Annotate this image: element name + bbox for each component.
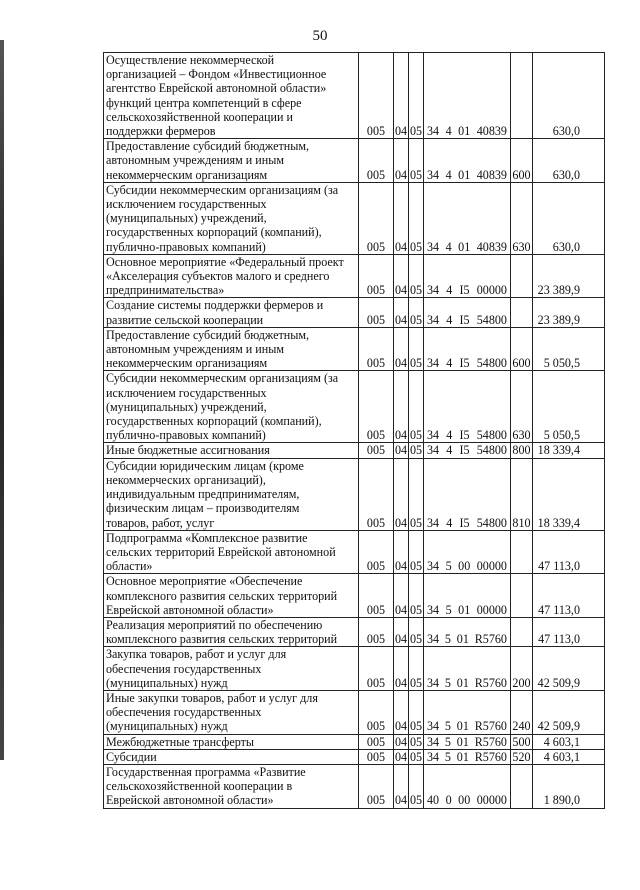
program-code bbox=[424, 182, 511, 254]
expense-type-code: 200 bbox=[511, 647, 533, 691]
table-row bbox=[104, 254, 605, 298]
program-code-parts bbox=[425, 313, 509, 327]
description-line: (муниципальных) учреждений, bbox=[106, 211, 267, 226]
program-code-parts bbox=[425, 603, 509, 617]
row-description bbox=[104, 749, 359, 764]
program-code-part: 40 bbox=[427, 793, 440, 808]
program-code-part: 34 bbox=[427, 239, 440, 254]
amount: 1 890,0 bbox=[533, 764, 605, 808]
row-description bbox=[104, 574, 359, 618]
program-code-part: 01 bbox=[458, 124, 471, 139]
row-description bbox=[104, 734, 359, 749]
program-code-parts bbox=[425, 750, 509, 764]
program-code bbox=[424, 458, 511, 530]
table-row bbox=[104, 327, 605, 371]
expense-type-code: 630 bbox=[511, 371, 533, 443]
amount: 42 509,9 bbox=[533, 647, 605, 691]
ministry-code: 005 bbox=[359, 690, 394, 734]
amount: 23 389,9 bbox=[533, 254, 605, 298]
program-code-part: 34 bbox=[427, 124, 440, 139]
section-code: 04 bbox=[394, 182, 409, 254]
description-line: Иные закупки товаров, работ и услуг для bbox=[106, 690, 318, 705]
description-line: агентство Еврейской автономной области» bbox=[106, 81, 327, 96]
program-code bbox=[424, 734, 511, 749]
subsection-code: 05 bbox=[409, 458, 424, 530]
expense-type-code bbox=[511, 53, 533, 139]
description-line: «Акселерация субъектов малого и среднего bbox=[106, 269, 330, 284]
ministry-code: 005 bbox=[359, 749, 394, 764]
program-code-part: I5 bbox=[459, 312, 470, 327]
program-code bbox=[424, 298, 511, 327]
table-row bbox=[104, 139, 605, 183]
program-code-parts bbox=[425, 719, 509, 733]
program-code-part: 34 bbox=[427, 356, 440, 371]
description-line: сельскохозяйственной кооперации в bbox=[106, 779, 293, 794]
row-description bbox=[104, 53, 359, 139]
description-line: Предоставление субсидий бюджетным, bbox=[106, 139, 310, 154]
subsection-code: 05 bbox=[409, 298, 424, 327]
expense-type-code: 240 bbox=[511, 690, 533, 734]
subsection-code: 05 bbox=[409, 574, 424, 618]
description-line: развитие сельской кооперации bbox=[106, 312, 264, 327]
program-code bbox=[424, 690, 511, 734]
table-row bbox=[104, 617, 605, 646]
section-code: 04 bbox=[394, 530, 409, 574]
description-line: (муниципальных) нужд bbox=[106, 719, 228, 734]
program-code-part: 5 bbox=[444, 675, 451, 690]
program-code-parts bbox=[425, 676, 509, 690]
row-description bbox=[104, 647, 359, 691]
program-code-parts bbox=[425, 356, 509, 370]
subsection-code: 05 bbox=[409, 617, 424, 646]
ministry-code: 005 bbox=[359, 530, 394, 574]
program-code-part: 5 bbox=[445, 602, 452, 617]
program-code bbox=[424, 617, 511, 646]
program-code-part: 54800 bbox=[476, 312, 507, 327]
description-line: Иные бюджетные ассигнования bbox=[106, 443, 270, 458]
program-code-part: 54800 bbox=[476, 443, 507, 458]
program-code-part: 01 bbox=[458, 602, 471, 617]
program-code-part: R5760 bbox=[474, 749, 507, 764]
description-line: Субсидии некоммерческим организациям (за bbox=[106, 182, 339, 197]
program-code-part: 01 bbox=[456, 719, 469, 734]
description-line: некоммерческим организациям bbox=[106, 356, 268, 371]
subsection-code: 05 bbox=[409, 764, 424, 808]
program-code-parts bbox=[425, 283, 509, 297]
program-code-part: 01 bbox=[458, 167, 471, 182]
program-code-parts bbox=[425, 735, 509, 749]
program-code-part: 01 bbox=[456, 632, 469, 647]
row-description bbox=[104, 371, 359, 443]
program-code-part: 01 bbox=[458, 239, 471, 254]
program-code-part: 34 bbox=[427, 675, 440, 690]
amount: 630,0 bbox=[533, 139, 605, 183]
description-line: области» bbox=[106, 559, 153, 574]
table-row bbox=[104, 53, 605, 139]
description-line: Основное мероприятие «Обеспечение bbox=[106, 574, 303, 589]
row-description bbox=[104, 458, 359, 530]
section-code: 04 bbox=[394, 764, 409, 808]
description-line: публично-правовых компаний) bbox=[106, 428, 266, 443]
amount: 630,0 bbox=[533, 53, 605, 139]
program-code-parts bbox=[425, 793, 509, 807]
program-code-part: R5760 bbox=[474, 734, 507, 749]
program-code-parts bbox=[425, 124, 509, 138]
program-code-part: I5 bbox=[459, 443, 470, 458]
description-line: комплексного развития сельских территорий bbox=[106, 588, 338, 603]
program-code-part: 00 bbox=[458, 793, 471, 808]
ministry-code: 005 bbox=[359, 53, 394, 139]
program-code-part: 34 bbox=[427, 312, 440, 327]
program-code bbox=[424, 327, 511, 371]
table-row bbox=[104, 574, 605, 618]
description-line: Субсидии юридическим лицам (кроме bbox=[106, 458, 304, 473]
scan-edge-shadow bbox=[0, 40, 4, 760]
program-code-part: R5760 bbox=[474, 719, 507, 734]
program-code-part: 40839 bbox=[476, 167, 507, 182]
program-code-part: 34 bbox=[427, 443, 440, 458]
program-code-part: 5 bbox=[445, 559, 452, 574]
ministry-code: 005 bbox=[359, 764, 394, 808]
description-line: автономным учреждениям и иным bbox=[106, 153, 284, 168]
amount: 4 603,1 bbox=[533, 734, 605, 749]
subsection-code: 05 bbox=[409, 139, 424, 183]
description-line: публично-правовых компаний) bbox=[106, 239, 266, 254]
page-number: 50 bbox=[312, 28, 328, 44]
subsection-code: 05 bbox=[409, 530, 424, 574]
program-code-part: 01 bbox=[456, 675, 469, 690]
program-code-part: I5 bbox=[459, 515, 470, 530]
program-code-part: 4 bbox=[445, 239, 452, 254]
table-row bbox=[104, 734, 605, 749]
row-description bbox=[104, 298, 359, 327]
description-line: Закупка товаров, работ и услуг для bbox=[106, 647, 287, 662]
program-code-part: 54800 bbox=[476, 428, 507, 443]
row-description bbox=[104, 530, 359, 574]
program-code-part: 00 bbox=[458, 559, 471, 574]
program-code bbox=[424, 254, 511, 298]
program-code-part: 34 bbox=[427, 515, 440, 530]
description-line: физическим лицам – производителям bbox=[106, 501, 300, 516]
program-code-part: R5760 bbox=[474, 675, 507, 690]
description-line: обеспечения государственных bbox=[106, 705, 262, 720]
subsection-code: 05 bbox=[409, 254, 424, 298]
description-line: Субсидии некоммерческим организациям (за bbox=[106, 371, 339, 386]
ministry-code: 005 bbox=[359, 443, 394, 458]
program-code-parts bbox=[425, 428, 509, 442]
program-code bbox=[424, 764, 511, 808]
section-code: 04 bbox=[394, 647, 409, 691]
ministry-code: 005 bbox=[359, 458, 394, 530]
table-row bbox=[104, 749, 605, 764]
program-code bbox=[424, 647, 511, 691]
expense-type-code bbox=[511, 254, 533, 298]
description-line: некоммерческим организациям bbox=[106, 167, 268, 182]
description-line: обеспечения государственных bbox=[106, 661, 262, 676]
program-code bbox=[424, 371, 511, 443]
description-line: Еврейской автономной области» bbox=[106, 793, 274, 808]
section-code: 04 bbox=[395, 443, 408, 458]
program-code-part: 34 bbox=[427, 632, 440, 647]
program-code-part: 00000 bbox=[476, 793, 507, 808]
program-code-part: I5 bbox=[459, 283, 470, 298]
row-description bbox=[104, 182, 359, 254]
subsection-code: 05 bbox=[409, 371, 424, 443]
program-code-part: 34 bbox=[427, 428, 440, 443]
expense-type-code: 810 bbox=[511, 458, 533, 530]
program-code-part: 34 bbox=[427, 734, 440, 749]
program-code-part: 34 bbox=[427, 559, 440, 574]
description-line: товаров, работ, услуг bbox=[106, 515, 215, 530]
description-line: Реализация мероприятий по обеспечению bbox=[106, 617, 323, 632]
amount: 5 050,5 bbox=[533, 327, 605, 371]
table-row bbox=[104, 764, 605, 808]
row-description bbox=[104, 139, 359, 183]
program-code-parts bbox=[425, 559, 509, 573]
program-code-parts bbox=[425, 632, 509, 646]
section-code: 04 bbox=[394, 327, 409, 371]
row-description bbox=[104, 443, 359, 458]
program-code bbox=[424, 53, 511, 139]
program-code-part: 01 bbox=[456, 734, 469, 749]
expense-type-code bbox=[511, 298, 533, 327]
program-code bbox=[424, 530, 511, 574]
subsection-code: 05 bbox=[410, 749, 423, 764]
description-line: поддержки фермеров bbox=[106, 124, 216, 139]
description-line: сельских территорий Еврейской автономной bbox=[106, 544, 336, 559]
amount: 5 050,5 bbox=[533, 371, 605, 443]
section-code: 04 bbox=[394, 139, 409, 183]
program-code-parts bbox=[425, 168, 509, 182]
program-code-part: 4 bbox=[445, 167, 452, 182]
program-code-part: 54800 bbox=[476, 515, 507, 530]
description-line: Подпрограмма «Комплексное развитие bbox=[106, 530, 308, 545]
program-code-part: 00000 bbox=[476, 559, 507, 574]
expense-type-code: 500 bbox=[512, 734, 531, 749]
description-line: Основное мероприятие «Федеральный проект bbox=[106, 254, 344, 269]
table-row bbox=[104, 298, 605, 327]
section-code: 04 bbox=[394, 458, 409, 530]
description-line: функций центра компетенций в сфере bbox=[106, 95, 302, 110]
amount: 18 339,4 bbox=[533, 458, 605, 530]
subsection-code: 05 bbox=[409, 327, 424, 371]
amount: 47 113,0 bbox=[533, 574, 605, 618]
program-code-part: 00000 bbox=[476, 602, 507, 617]
description-line: комплексного развития сельских территорий bbox=[106, 632, 338, 647]
section-code: 04 bbox=[394, 617, 409, 646]
program-code-part: 4 bbox=[446, 428, 453, 443]
program-code-parts bbox=[425, 240, 509, 254]
amount: 18 339,4 bbox=[533, 443, 605, 458]
section-code: 04 bbox=[394, 574, 409, 618]
description-line: сельскохозяйственной кооперации и bbox=[106, 109, 293, 124]
section-code: 04 bbox=[394, 690, 409, 734]
expense-type-code bbox=[511, 617, 533, 646]
program-code bbox=[424, 574, 511, 618]
table-row bbox=[104, 458, 605, 530]
program-code-part: 34 bbox=[427, 602, 440, 617]
section-code: 04 bbox=[395, 734, 408, 749]
budget-table bbox=[103, 52, 605, 809]
program-code-part: 5 bbox=[444, 719, 451, 734]
table-row bbox=[104, 443, 605, 458]
expense-type-code bbox=[511, 574, 533, 618]
program-code bbox=[424, 749, 511, 764]
row-description bbox=[104, 617, 359, 646]
subsection-code: 05 bbox=[410, 443, 423, 458]
program-code-part: I5 bbox=[459, 428, 470, 443]
row-description bbox=[104, 764, 359, 808]
description-line: государственных корпораций (компаний), bbox=[106, 414, 322, 429]
amount: 47 113,0 bbox=[533, 530, 605, 574]
program-code-part: R5760 bbox=[474, 632, 507, 647]
description-line: Осуществление некоммерческой bbox=[106, 53, 275, 67]
subsection-code: 05 bbox=[409, 690, 424, 734]
amount: 42 509,9 bbox=[533, 690, 605, 734]
section-code: 04 bbox=[394, 298, 409, 327]
table-row bbox=[104, 371, 605, 443]
description-line: некоммерческих организаций), bbox=[106, 472, 266, 487]
description-line: Субсидии bbox=[106, 749, 157, 764]
program-code-part: 34 bbox=[427, 749, 440, 764]
program-code-part: 5 bbox=[444, 734, 451, 749]
ministry-code: 005 bbox=[359, 182, 394, 254]
program-code-part: 4 bbox=[446, 356, 453, 371]
subsection-code: 05 bbox=[409, 647, 424, 691]
amount: 23 389,9 bbox=[533, 298, 605, 327]
amount: 47 113,0 bbox=[533, 617, 605, 646]
program-code-part: 34 bbox=[427, 167, 440, 182]
expense-type-code: 600 bbox=[511, 327, 533, 371]
program-code-part: 54800 bbox=[476, 356, 507, 371]
program-code bbox=[424, 139, 511, 183]
program-code-part: 5 bbox=[444, 632, 451, 647]
section-code: 04 bbox=[394, 254, 409, 298]
description-line: исключением государственных bbox=[106, 385, 267, 400]
ministry-code: 005 bbox=[359, 254, 394, 298]
program-code-part: 40839 bbox=[476, 124, 507, 139]
description-line: автономным учреждениям и иным bbox=[106, 342, 284, 357]
amount: 4 603,1 bbox=[533, 749, 605, 764]
ministry-code: 005 bbox=[359, 574, 394, 618]
description-line: индивидуальным предпринимателям, bbox=[106, 487, 300, 502]
description-line: Государственная программа «Развитие bbox=[106, 764, 306, 779]
description-line: исключением государственных bbox=[106, 197, 267, 212]
amount: 630,0 bbox=[533, 182, 605, 254]
program-code-part: 4 bbox=[446, 443, 453, 458]
subsection-code: 05 bbox=[409, 182, 424, 254]
program-code-part: 4 bbox=[446, 515, 453, 530]
expense-type-code bbox=[511, 764, 533, 808]
ministry-code: 005 bbox=[359, 327, 394, 371]
program-code-part: 00000 bbox=[476, 283, 507, 298]
section-code: 04 bbox=[394, 371, 409, 443]
description-line: организацией – Фондом «Инвестиционное bbox=[106, 67, 327, 82]
description-line: государственных корпораций (компаний), bbox=[106, 225, 322, 240]
expense-type-code: 800 bbox=[512, 443, 531, 458]
expense-type-code: 600 bbox=[511, 139, 533, 183]
row-description bbox=[104, 327, 359, 371]
program-code-part: 5 bbox=[444, 749, 451, 764]
section-code: 04 bbox=[394, 53, 409, 139]
ministry-code: 005 bbox=[359, 734, 394, 749]
description-line: предпринимательства» bbox=[106, 283, 225, 298]
subsection-code: 05 bbox=[409, 53, 424, 139]
row-description bbox=[104, 254, 359, 298]
program-code-part: 40839 bbox=[476, 239, 507, 254]
description-line: (муниципальных) нужд bbox=[106, 675, 228, 690]
expense-type-code: 520 bbox=[512, 749, 531, 764]
program-code-part: 01 bbox=[456, 749, 469, 764]
program-code-part: 0 bbox=[445, 793, 452, 808]
program-code-part: I5 bbox=[459, 356, 470, 371]
table-row bbox=[104, 647, 605, 691]
description-line: (муниципальных) учреждений, bbox=[106, 399, 267, 414]
description-line: Межбюджетные трансферты bbox=[106, 734, 255, 749]
ministry-code: 005 bbox=[359, 298, 394, 327]
section-code: 04 bbox=[395, 749, 408, 764]
table-row bbox=[104, 530, 605, 574]
program-code-part: 4 bbox=[446, 283, 453, 298]
table-row bbox=[104, 690, 605, 734]
program-code-parts bbox=[425, 443, 509, 457]
ministry-code: 005 bbox=[359, 617, 394, 646]
program-code-part: 34 bbox=[427, 719, 440, 734]
table-body bbox=[104, 53, 605, 809]
program-code-part: 34 bbox=[427, 283, 440, 298]
table-row bbox=[104, 182, 605, 254]
expense-type-code bbox=[511, 530, 533, 574]
ministry-code: 005 bbox=[359, 647, 394, 691]
program-code-part: 4 bbox=[445, 124, 452, 139]
ministry-code: 005 bbox=[359, 371, 394, 443]
row-description bbox=[104, 690, 359, 734]
description-line: Еврейской автономной области» bbox=[106, 602, 274, 617]
program-code bbox=[424, 443, 511, 458]
expense-type-code: 630 bbox=[511, 182, 533, 254]
ministry-code: 005 bbox=[359, 139, 394, 183]
program-code-part: 4 bbox=[446, 312, 453, 327]
description-line: Создание системы поддержки фермеров и bbox=[106, 298, 324, 313]
program-code-parts bbox=[425, 516, 509, 530]
description-line: Предоставление субсидий бюджетным, bbox=[106, 327, 310, 342]
subsection-code: 05 bbox=[410, 734, 423, 749]
